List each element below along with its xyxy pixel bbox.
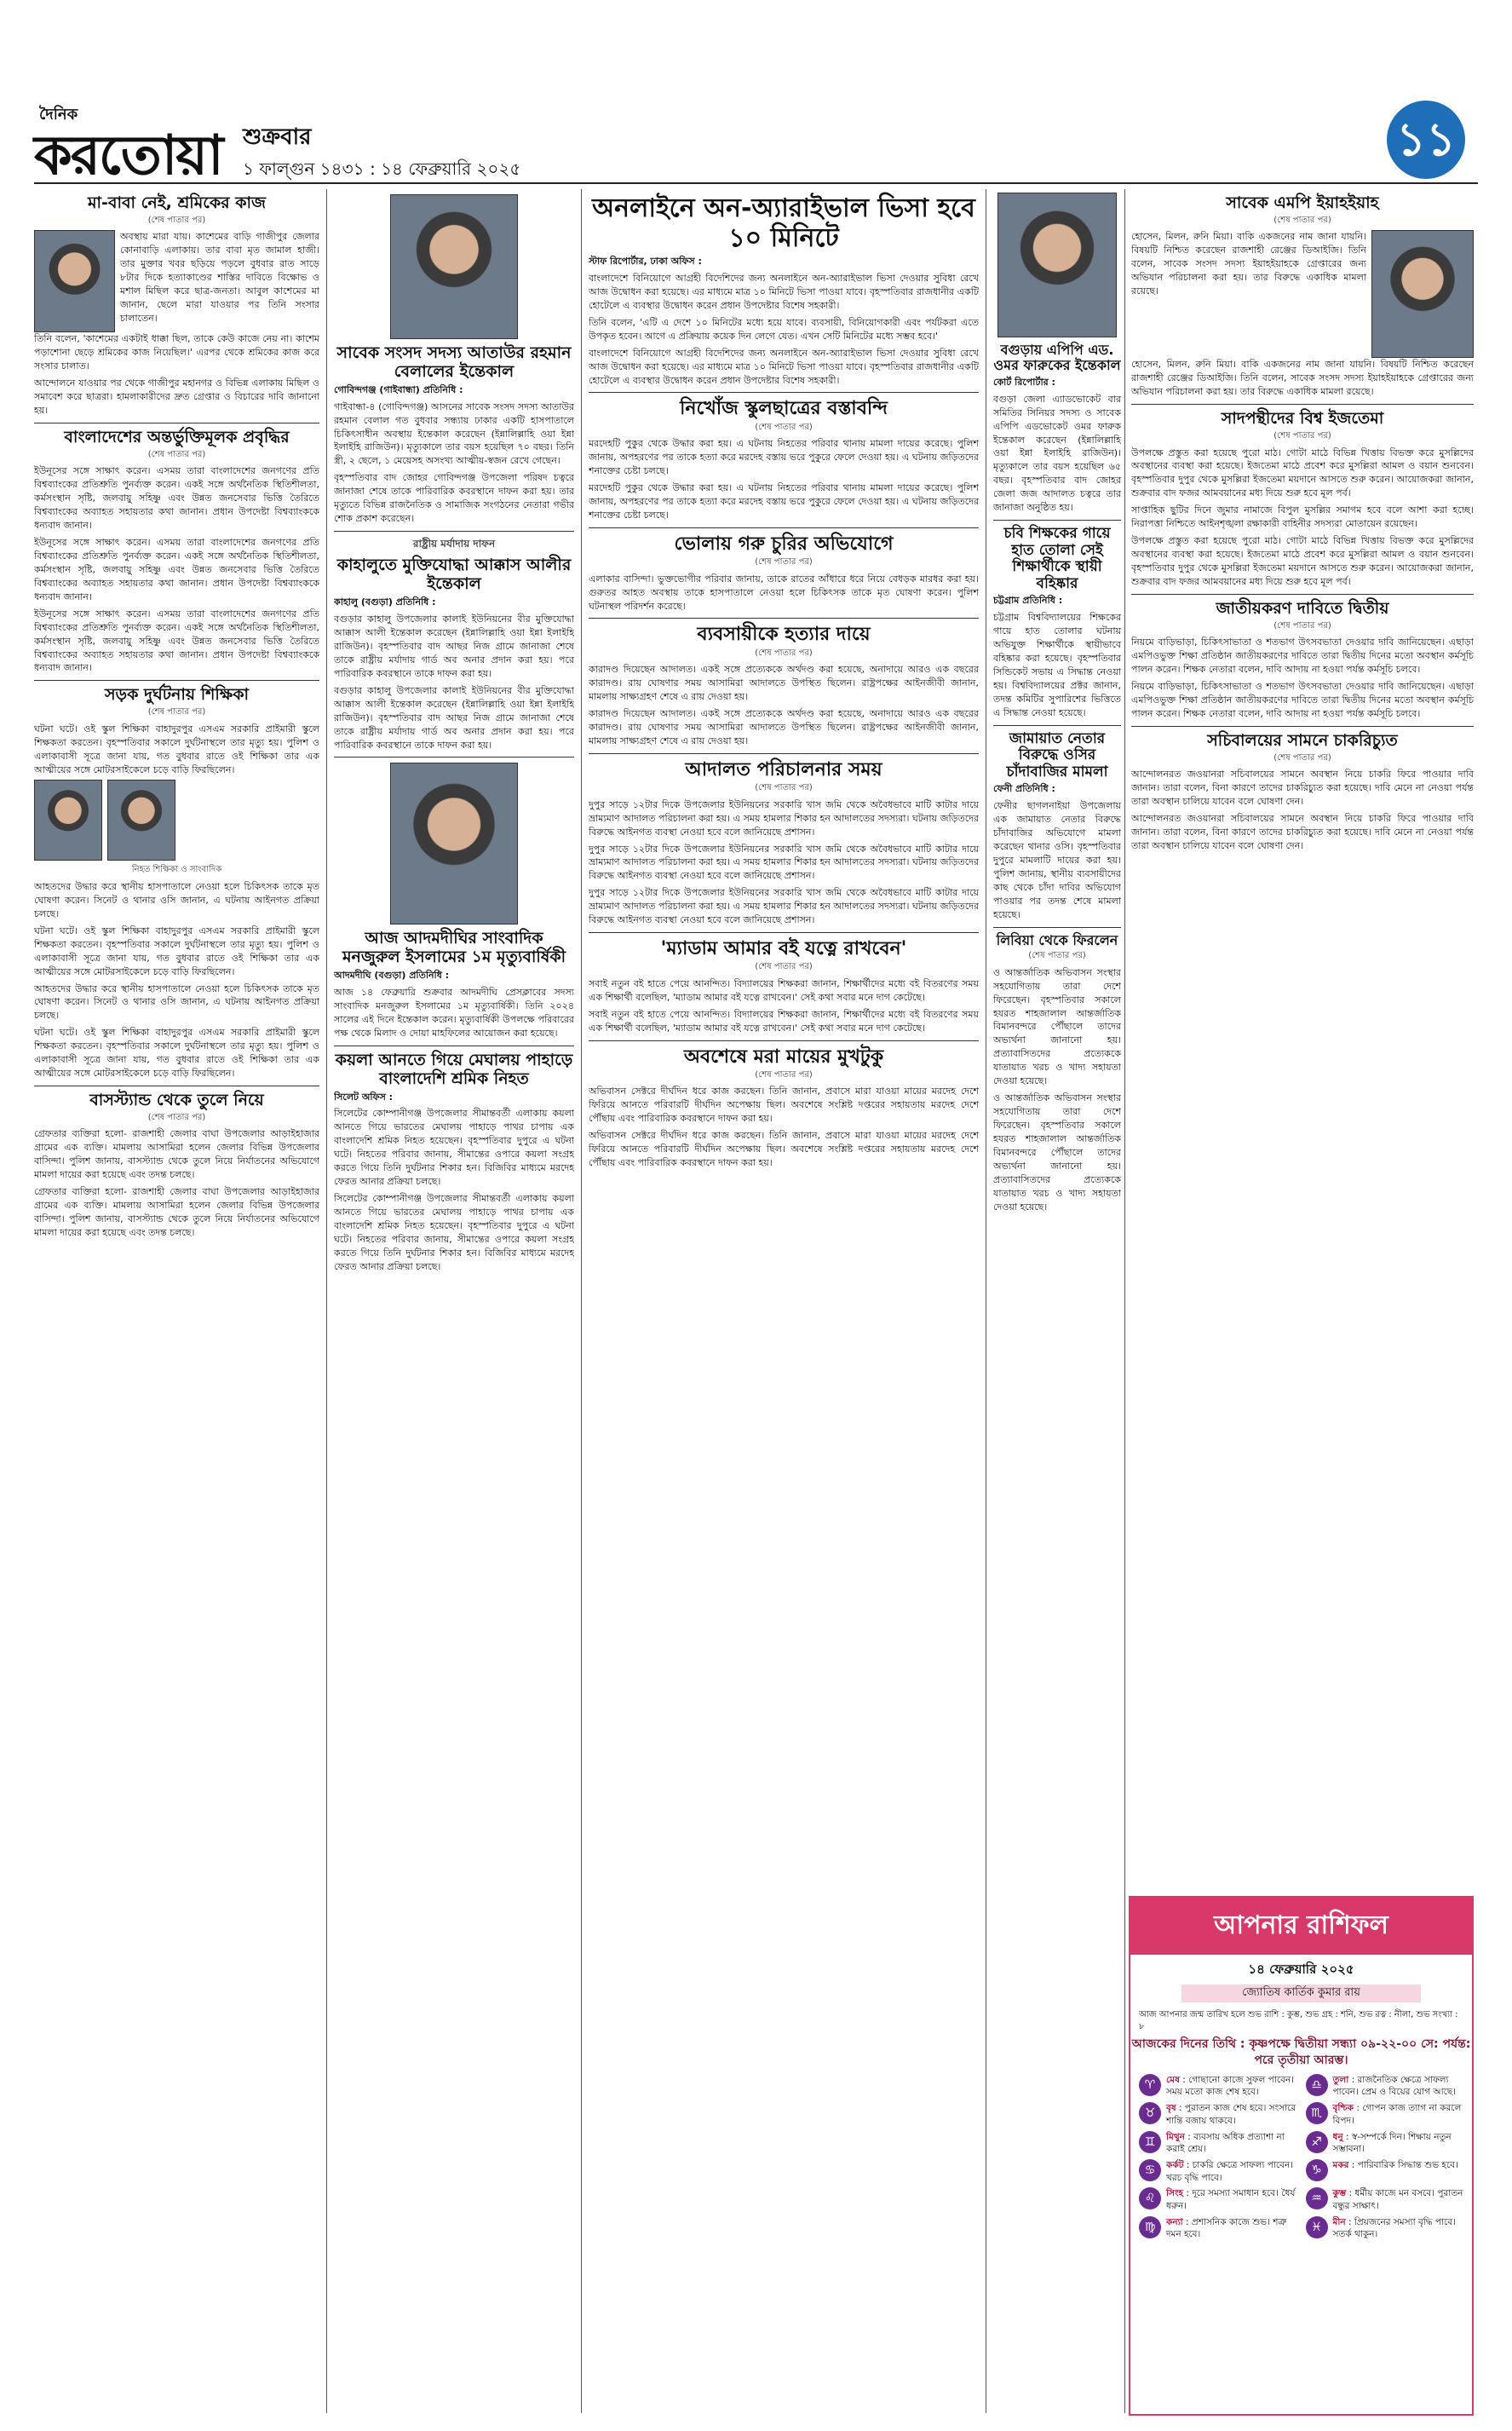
headline: কাহালুতে মুক্তিযোদ্ধা আক্কাস আলীর ইন্তেকাল	[336, 556, 572, 594]
article-paragraph: বগুড়া জেলা এ্যাডভোকেট বার সমিতির সিনিয়র সদস্য ও সাবেক এপিপি এডভোকেট ওমর ফারুক ইন্তেকাল করেছেন (ইন্নালিল্লাহি ওয়া ইন্না ইলাইহি রাজিউন)। মৃত্যুকালে তার বয়স হয়েছিল ৬৫ বছর। বৃহস্পতিবার বাদ জোহর জেলা জজ আদালত চত্বরে তার জানাজা অনুষ্ঠিত হয়।	[993, 393, 1121, 514]
article-paragraph: ঘটনা ঘটে। ওই স্কুল শিক্ষিকা বাহাদুরপুর এসএম সরকারি প্রাইমারী স্কুলে শিক্ষকতা করতেন। বৃহস্পতিবার সকালে দুর্ঘটনাস্থলে তার মৃত্যু হয়। পুলিশ ও এলাকাবাসী সূত্রে জানা যায়, গত বুধবার রাতে ওই শিক্ষিকা তার এক আত্মীয়ের সঙ্গে মোটরসাইকেলে চড়ে বাড়ি ফিরছিলেন।	[34, 1027, 319, 1080]
article-paragraph: কারাদণ্ড দিয়েছেন আদালত। একই সঙ্গে প্রত্যেককে অর্থদণ্ড করা হয়েছে, অনাদায়ে আরও এক বছরের কারাদণ্ড। রায় ঘোষণার সময় আসামিরা আদালতে উপস্থিত ছিলেন। রাষ্ট্রপক্ষের আইনজীবী জানান, মামলায় সাক্ষ্যগ্রহণ শেষে এ রায় দেওয়া হয়।	[589, 664, 979, 703]
byline: কোর্ট রিপোর্টার :	[993, 376, 1055, 388]
continuation-note: (শেষ পাতার পর)	[755, 1069, 813, 1080]
zodiac-icon: ♒	[1306, 2187, 1328, 2209]
headline: সাবেক সংসদ সদস্য আতাউর রহমান বেলালের ইন্তেকাল	[336, 343, 572, 381]
headline: জামায়াত নেতার বিরুদ্ধে ওসির চাঁদাবাজির মামলা	[1006, 729, 1108, 781]
article-paragraph: কারাদণ্ড দিয়েছেন আদালত। একই সঙ্গে প্রত্যেককে অর্থদণ্ড করা হয়েছে, অনাদায়ে আরও এক বছরের কারাদণ্ড। রায় ঘোষণার সময় আসামিরা আদালতে উপস্থিত ছিলেন। রাষ্ট্রপক্ষের আইনজীবী জানান, মামলায় সাক্ষ্যগ্রহণ শেষে এ রায় দেওয়া হয়।	[589, 708, 979, 746]
continuation-note: (শেষ পাতার পর)	[1273, 431, 1331, 441]
zodiac-item: ♋ কর্কট : চাকরি ক্ষেত্রে সাফল্য পাবেন। খরচ বৃদ্ধি পাবে।	[1139, 2159, 1297, 2184]
headline: ভোলায় গরু চুরির অভিযোগে	[674, 533, 894, 555]
byline: চট্টগ্রাম প্রতিনিধি :	[993, 595, 1063, 607]
zodiac-item: ♈ মেষ : গোছানো কাজে সুফল পাবেন। সময় মতো কাজ শেষ হবে।	[1139, 2074, 1297, 2099]
headline: বগুড়ায় এপিপি এড. ওমর ফারুকের ইন্তেকাল	[993, 342, 1121, 374]
zodiac-icon: ♎	[1306, 2074, 1328, 2096]
issue-day: শুক্রবার	[243, 124, 312, 150]
zodiac-icon: ♋	[1139, 2159, 1161, 2181]
continuation-note: (শেষ পাতার পর)	[755, 648, 813, 658]
continuation-note: (শেষ পাতার পর)	[1273, 620, 1331, 631]
photo-portrait	[390, 763, 518, 925]
article-paragraph: আহতদের উদ্ধার করে স্থানীয় হাসপাতালে নেওয়া হলে চিকিৎসক তাকে মৃত ঘোষণা করেন। সিনেট ও থানার ওসি জানান, এ ঘটনায় আইনগত প্রক্রিয়া চলছে।	[34, 982, 319, 1022]
zodiac-item: ♓ মীন : প্রিয়জনের সমস্যা বৃদ্ধি পাবে। সতর্ক থাকুন।	[1306, 2216, 1464, 2241]
divider	[589, 1040, 979, 1041]
zodiac-name: কন্যা	[1166, 2216, 1183, 2227]
horoscope-intro: আজ আপনার জন্ম তারিখ হলে শুভ রাশি : কুম্ভ, শুভ গ্রহ : শনি, শুভ রত্ন : নীলা, শুভ সংখ্যা : ৮	[1139, 2010, 1458, 2031]
zodiac-name: কর্কট	[1166, 2159, 1184, 2170]
headline: সচিবালয়ের সামনে চাকরিচ্যুত	[1207, 730, 1398, 750]
zodiac-name: মীন	[1332, 2216, 1346, 2227]
photo-portrait	[997, 193, 1117, 337]
headline: নিখোঁজ স্কুলছাত্রের বস্তাবন্দি	[680, 398, 888, 420]
article-paragraph: দুপুর সাড়ে ১২টার দিকে উপজেলার ইউনিয়নের সরকারি খাস জমি থেকে অবৈধভাবে মাটি কাটার দায়ে ভ্রাম্যমাণ আদালত পরিচালনা করা হয়। এ সময় হামলার শিকার হন আদালতের সদস্যরা। ঘটনায় জড়িতদের বিরুদ্ধে আইনগত ব্যবস্থা নেওয়া হবে বলে জানিয়েছে প্রশাসন।	[589, 843, 979, 882]
article-paragraph: অবস্থায় মারা যায়। কাশেমের বাড়ি গাজীপুর জেলার কোনাবাড়ি এলাকায়। তার বাবা মৃত জামাল হাজী। তার মুক্তার খবর ছড়িয়ে পড়লে বুধবার রাত সাড়ে ৮টার দিকে হত্যাকাণ্ডের শাস্তির দাবিতে বিক্ষোভ ও মশাল মিছিল করে ছাত্র-জনতা। আবুল কাশেমের মা জানান, ছেলে মারা যাওয়ার পর তিনি সংসার চালাতেন।	[120, 231, 319, 324]
zodiac-item: ♐ ধনু : স্ব-সম্পর্কে দিন। শিক্ষায় নতুন সম্ভাবনা।	[1306, 2131, 1464, 2156]
page-number-badge: ১১	[1387, 101, 1465, 179]
article-paragraph: দুপুর সাড়ে ১২টার দিকে উপজেলার ইউনিয়নের সরকারি খাস জমি থেকে অবৈধভাবে মাটি কাটার দায়ে ভ্রাম্যমাণ আদালত পরিচালনা করা হয়। এ সময় হামলার শিকার হন আদালতের সদস্যরা। ঘটনায় জড়িতদের বিরুদ্ধে আইনগত ব্যবস্থা নেওয়া হবে বলে জানিয়েছে প্রশাসন।	[589, 887, 979, 926]
article-paragraph: উপলক্ষে প্রস্তুত করা হয়েছে পুরো মাঠ। গোটা মাঠে বিভিন্ন খিত্তায় বিভক্ত করে মুসল্লিদের অবস্থানের ব্যবস্থা করা হয়েছে। ইজতেমা মাঠে প্রবেশ করে মুসল্লিরা আমল ও বয়ান শুনবেন। বৃহস্পতিবার দুপুর থেকে মুসল্লিরা ইজতেমা ময়দানে আসতে শুরু করেন। আয়োজকরা জানান, শুক্রবার বাদ ফজর আমবয়ানের মধ্য দিয়ে শুরু হবে মূল পর্ব।	[1131, 535, 1474, 587]
article-paragraph: মরদেহটি পুকুর থেকে উদ্ধার করা হয়। এ ঘটনায় নিহতের পরিবার থানায় মামলা দায়ের করেছে। পুলিশ জানায়, অপহরণের পর তাকে হত্যা করে মরদেহ বস্তায় ভরে পুকুরে ফেলে দেওয়া হয়। এ ঘটনায় জড়িতদের শনাক্তের চেষ্টা চলছে।	[589, 438, 979, 477]
article-paragraph: বাংলাদেশে বিনিয়োগে আগ্রহী বিদেশিদের জন্য অনলাইনে অন-অ্যারাইভাল ভিসা দেওয়ার সুবিধা রেখে আজ উদ্বোধন করা হয়েছে। এর মাধ্যমে মাত্র ১০ মিনিটে ভিসা পাওয়া যাবে। বৃহস্পতিবার রাজধানীর একটি হোটেলে এ ব্যবস্থার উদ্বোধন করেন প্রধান উপদেষ্টার বিশেষ সহকারী।	[589, 347, 979, 386]
divider	[589, 753, 979, 754]
divider	[1131, 726, 1474, 727]
zodiac-name: কুম্ভ	[1332, 2188, 1347, 2199]
article-paragraph: সবাই নতুন বই হাতে পেয়ে আনন্দিত। বিদ্যালয়ের শিক্ষকরা জানান, শিক্ষার্থীদের মধ্যে বই বিতরণের সময় এক শিক্ষার্থী বলেছিল, 'ম্যাডাম আমার বই যত্নে রাখবেন।' সেই কথা সবার মনে দাগ কেটেছে।	[589, 977, 979, 1003]
photo-teacher	[34, 780, 102, 861]
zodiac-icon: ♓	[1306, 2216, 1328, 2238]
masthead-title: করতোয়া	[34, 124, 222, 187]
continuation-note: (শেষ পাতার পর)	[147, 707, 206, 717]
zodiac-icon: ♐	[1306, 2131, 1328, 2153]
article-paragraph: অভিবাসন সেক্টরে দীর্ঘদিন ধরে কাজ করছেন। তিনি জানান, প্রবাসে মারা যাওয়া মায়ের মরদেহ দেশে ফিরিয়ে আনতে পরিবারটি দীর্ঘদিন অপেক্ষায় ছিল। অবশেষে সংশ্লিষ্ট দপ্তরের সহায়তায় মরদেহ দেশে পৌঁছায় এবং পারিবারিক কবরস্থানে দাফন করা হয়।	[589, 1086, 979, 1125]
photo-portrait	[390, 194, 518, 339]
continuation-note: (শেষ পাতার পর)	[755, 557, 813, 567]
article-paragraph: গাইবান্ধা-৪ (গোবিন্দগঞ্জ) আসনের সাবেক সংসদ সদস্য আতাউর রহমান বেলাল গত বুধবার সন্ধ্যায় ঢাকার একটি হাসপাতালে চিকিৎসাধীন অবস্থায় ইন্তেকাল করেছেন (ইন্নালিল্লাহি ওয়া ইন্না ইলাইহি রাজিউন)। মৃত্যুকালে তার বয়স হয়েছিল ৭০ বছর। তিনি স্ত্রী, ২ ছেলে, ১ মেয়েসহ অসংখ্য আত্মীয়-স্বজন রেখে গেছেন।	[334, 400, 574, 467]
zodiac-text: প্রশাসনিক কাজে শুভ। শত্রু দমন হবে।	[1166, 2216, 1287, 2240]
zodiac-text: রাজনৈতিক ক্ষেত্রে সাফল্য পাবেন। প্রেম ও বিয়ের যোগ আছে।	[1332, 2074, 1456, 2098]
zodiac-item: ♉ বৃষ : পুরাতন কাজ শেষ হবে। সংসারে শান্তি বজায় থাকবে।	[1139, 2102, 1297, 2127]
zodiac-name: তুলা	[1332, 2074, 1349, 2085]
zodiac-item: ♑ মকর : পারিবারিক সিদ্ধান্ত শুভ হবে।	[1306, 2159, 1464, 2184]
continuation-note: (শেষ পাতার পর)	[147, 215, 206, 225]
article-paragraph: আহতদের উদ্ধার করে স্থানীয় হাসপাতালে নেওয়া হলে চিকিৎসক তাকে মৃত ঘোষণা করেন। সিনেট ও থানার ওসি জানান, এ ঘটনায় আইনগত প্রক্রিয়া চলছে।	[34, 880, 319, 919]
headline: সাদপন্থীদের বিশ্ব ইজতেমা	[1221, 409, 1384, 429]
article-paragraph: ঘটনা ঘটে। ওই স্কুল শিক্ষিকা বাহাদুরপুর এসএম সরকারি প্রাইমারী স্কুলে শিক্ষকতা করতেন। বৃহস্পতিবার সকালে দুর্ঘটনাস্থলে তার মৃত্যু হয়। পুলিশ ও এলাকাবাসী সূত্রে জানা যায়, গত বুধবার রাতে ওই শিক্ষিকা তার এক আত্মীয়ের সঙ্গে মোটরসাইকেলে চড়ে বাড়ি ফিরছিলেন।	[34, 723, 319, 775]
column-separator	[326, 189, 327, 2413]
headline: 'ম্যাডাম আমার বই যত্নে রাখবেন'	[660, 938, 907, 960]
masthead-logo	[34, 102, 222, 187]
article-paragraph: নিয়মে বাড়িভাড়া, চিকিৎসাভাতা ও শতভাগ উৎসবভাতা দেওয়ার দাবি জানিয়েছেন। এছাড়া এমপিওভুক্ত শিক্ষা প্রতিষ্ঠান জাতীয়করণের দাবিতে তারা দ্বিতীয় দিনের মতো অবস্থান কর্মসূচি পালন করেন। শিক্ষক নেতারা বলেন, দাবি আদায় না হওয়া পর্যন্ত কর্মসূচি চলবে।	[1131, 681, 1474, 719]
masthead-small: দৈনিক	[39, 106, 78, 124]
column-2	[334, 189, 574, 2413]
article-paragraph: বৃহস্পতিবার বাদ জোহর গোবিন্দগঞ্জ উপজেলা পরিষদ চত্বরে জানাজা শেষে তাকে পারিবারিক কবরস্থানে দাফন করা হয়। তার মৃত্যুতে বিভিন্ন রাজনৈতিক ও সামাজিক সংগঠনের নেতারা গভীর শোক প্রকাশ করেছেন।	[334, 472, 574, 525]
column-5	[1131, 189, 1474, 1885]
zodiac-icon: ♊	[1139, 2131, 1161, 2153]
divider	[334, 531, 574, 532]
byline: স্টাফ রিপোর্টার, ঢাকা অফিস :	[589, 256, 702, 267]
lead-headline: অনলাইনে অন-অ্যারাইভাল ভিসা হবে ১০ মিনিটে	[592, 193, 975, 253]
divider	[34, 680, 319, 681]
column-separator	[581, 189, 582, 2413]
headline: চবি শিক্ষকের গায়ে হাত তোলা সেই শিক্ষার্থীকে স্থায়ী বহিষ্কার	[1003, 525, 1111, 592]
zodiac-name: সিংহ	[1166, 2188, 1183, 2199]
divider	[334, 757, 574, 758]
article-paragraph: বগুড়ার কাহালু উপজেলার কালাই ইউনিয়নের বীর মুক্তিযোদ্ধা আক্কাস আলী ইন্তেকাল করেছেন (ইন্নালিল্লাহি ওয়া ইন্না ইলাইহি রাজিউন)। বৃহস্পতিবার বাদ আছর নিজ গ্রামে জানাজা শেষে তাকে রাষ্ট্রীয় মর্যাদায় গার্ড অব অনার প্রদান করা হয়। পরে পারিবারিক কবরস্থানে তাকে দাফন করা হয়।	[334, 614, 574, 679]
headline: অবশেষে মরা মায়ের মুখটুকু	[683, 1046, 884, 1068]
continuation-note: (শেষ পাতার পর)	[755, 422, 813, 432]
article-paragraph: সিলেটের কোম্পানীগঞ্জ উপজেলার সীমান্তবর্তী এলাকায় কয়লা আনতে গিয়ে ভারতের মেঘালয় পাহাড়ে পাথর চাপায় এক বাংলাদেশি শ্রমিক নিহত হয়েছেন। বৃহস্পতিবার দুপুরে এ ঘটনা ঘটে। নিহতের পরিবার জানায়, সীমান্তের ওপারে কয়লা সংগ্রহ করতে গিয়ে তিনি দুর্ঘটনার শিকার হন। বিজিবির মাধ্যমে মরদেহ ফেরত আনার প্রক্রিয়া চলছে।	[334, 1108, 574, 1188]
article-paragraph: তিনি বলেন, 'কাশেমের একটাই ধাক্কা ছিল, তাকে কেউ কাজে নেয় না। কাশেম পড়াশোনা ছেড়ে শ্রমিকের কাজ নিয়েছিল।' এরপর থেকে শ্রমিকের কাজ করে সংসার চালাত।	[34, 333, 319, 372]
masthead-divider	[34, 182, 1478, 184]
zodiac-item: ♎ তুলা : রাজনৈতিক ক্ষেত্রে সাফল্য পাবেন। প্রেম ও বিয়ের যোগ আছে।	[1306, 2074, 1464, 2099]
article-paragraph: হোসেন, মিলন, রুনি মিয়া। বাকি একজনের নাম জানা যায়নি। বিষয়টি নিশ্চিত করেছেন রাজশাহী রেঞ্জের ডিআইজি। তিনি বলেন, সাবেক সংসদ সদস্য ইয়াহইয়াহকে গ্রেপ্তারের জন্য অভিযান পরিচালনা করা হয়। তার বিরুদ্ধে একাধিক মামলা রয়েছে।	[1131, 359, 1474, 398]
photo-portrait	[1371, 230, 1474, 358]
zodiac-icon: ♌	[1139, 2187, 1161, 2209]
article-paragraph: উপলক্ষে প্রস্তুত করা হয়েছে পুরো মাঠ। গোটা মাঠে বিভিন্ন খিত্তায় বিভক্ত করে মুসল্লিদের অবস্থানের ব্যবস্থা করা হয়েছে। ইজতেমা মাঠে প্রবেশ করে মুসল্লিরা আমল ও বয়ান শুনবেন। বৃহস্পতিবার দুপুর থেকে মুসল্লিরা ইজতেমা ময়দানে আসতে শুরু করেন। আয়োজকরা জানান, শুক্রবার বাদ ফজর আমবয়ানের মধ্য দিয়ে শুরু হবে মূল পর্ব।	[1131, 446, 1474, 499]
article-paragraph: ও আন্তর্জাতিক অভিবাসন সংস্থার সহযোগিতায় তারা দেশে ফিরেছেন। বৃহস্পতিবার সকালে হযরত শাহজালাল আন্তর্জাতিক বিমানবন্দরে পৌঁছালে তাদের অভ্যর্থনা জানানো হয়। প্রত্যাবাসিতদের প্রত্যেককে যাতায়াত খরচ ও খাদ্য সহায়তা দেওয়া হয়েছে।	[993, 966, 1121, 1087]
article-paragraph: আন্দোলনে যাওয়ার পর থেকে গাজীপুর মহানগর ও বিভিন্ন এলাকায় মিছিল ও সমাবেশ করে ছাত্ররা। হামলাকারীদের দ্রুত গ্রেপ্তার ও বিচারের দাবি জানানো হয়।	[34, 377, 319, 417]
byline: গোবিন্দগঞ্জ (গাইবান্ধা) প্রতিনিধি :	[334, 383, 463, 395]
divider	[589, 618, 979, 619]
headline: মা-বাবা নেই, শ্রমিকের কাজ	[87, 193, 267, 212]
column-separator	[1124, 189, 1125, 2413]
article-paragraph: সাপ্তাহিক ছুটির দিনে জুমার নামাজে বিপুল মুসল্লির সমাগম হবে বলে আশা করা হচ্ছে। নিরাপত্তা নিশ্চিতে আইনশৃঙ্খলা রক্ষাকারী বাহিনীর সদস্যরা মোতায়েন রয়েছেন।	[1131, 504, 1474, 530]
zodiac-text: পারিবারিক সিদ্ধান্ত শুভ হবে।	[1357, 2159, 1458, 2170]
article-paragraph: ঘটনা ঘটে। ওই স্কুল শিক্ষিকা বাহাদুরপুর এসএম সরকারি প্রাইমারী স্কুলে শিক্ষকতা করতেন। বৃহস্পতিবার সকালে দুর্ঘটনাস্থলে তার মৃত্যু হয়। পুলিশ ও এলাকাবাসী সূত্রে জানা যায়, গত বুধবার রাতে ওই শিক্ষিকা তার এক আত্মীয়ের সঙ্গে মোটরসাইকেলে চড়ে বাড়ি ফিরছিলেন।	[34, 925, 319, 977]
article-paragraph: গ্রেফতার ব্যক্তিরা হলো- রাজশাহী জেলার বাঘা উপজেলার আড়াইহাজার গ্রামের এক ব্যক্তি। মামলায় আসামিরা হলেন জেলার বিভিন্ন উপজেলার বাসিন্দা। পুলিশ জানায়, বাসস্ট্যান্ড থেকে তুলে নিয়ে নির্যাতনের অভিযোগে মামলা দায়ের করা হয়েছে এবং তদন্ত চলছে।	[34, 1186, 319, 1238]
divider	[589, 392, 979, 393]
horoscope-author: জ্যোতিষ কার্তিক কুমার রায়	[1181, 1985, 1421, 2002]
divider	[1131, 594, 1474, 595]
article-paragraph: সবাই নতুন বই হাতে পেয়ে আনন্দিত। বিদ্যালয়ের শিক্ষকরা জানান, শিক্ষার্থীদের মধ্যে বই বিতরণের সময় এক শিক্ষার্থী বলেছিল, 'ম্যাডাম আমার বই যত্নে রাখবেন।' সেই কথা সবার মনে দাগ কেটেছে।	[589, 1008, 979, 1034]
article-paragraph: আজ ১৪ ফেব্রুয়ারি শুক্রবার আদমদীঘি প্রেসক্লাবের সদস্য সাংবাদিক মনজুরুল ইসলামের ১ম মৃত্যুবার্ষিকী। তিনি ২০২৪ সালের এই দিনে ইন্তেকাল করেন। মৃত্যুবার্ষিকী উপলক্ষে পরিবারের পক্ষ থেকে মিলাদ ও দোয়া মাহফিলের আয়োজন করা হয়েছে।	[334, 987, 574, 1039]
continuation-note: (শেষ পাতার পর)	[755, 783, 813, 793]
column-4	[993, 189, 1121, 2413]
article-paragraph: ও আন্তর্জাতিক অভিবাসন সংস্থার সহযোগিতায় তারা দেশে ফিরেছেন। বৃহস্পতিবার সকালে হযরত শাহজালাল আন্তর্জাতিক বিমানবন্দরে পৌঁছালে তাদের অভ্যর্থনা জানানো হয়। প্রত্যাবাসিতদের প্রত্যেককে যাতায়াত খরচ ও খাদ্য সহায়তা দেওয়া হয়েছে।	[993, 1092, 1121, 1213]
zodiac-text: গোছানো কাজে সুফল পাবেন। সময় মতো কাজ শেষ হবে।	[1166, 2074, 1294, 2098]
photo-caption: নিহত শিক্ষিকা ও সাংবাদিক	[131, 865, 222, 875]
zodiac-text: ধর্মীয় কাজে মন বসবে। পুরাতন বন্ধুর সাক্ষাৎ।	[1332, 2188, 1463, 2211]
zodiac-item: ♌ সিংহ : দূরে সমস্যা সমাধান হবে। ধৈর্য ধরুন।	[1139, 2187, 1297, 2212]
divider	[1131, 404, 1474, 405]
article-paragraph: ইউনূসের সঙ্গে সাক্ষাৎ করেন। এসময় তারা বাংলাদেশের জনগণের প্রতি বিশ্বব্যাংকের প্রতিশ্রুতি পুনর্ব্যক্ত করেন। একই সঙ্গে অর্থনৈতিক স্থিতিশীলতা, কর্মসংস্থান সৃষ্টি, জলবায়ু সহিষ্ণু এবং উন্নত জনসেবার ভিত্তি তৈরিতে বিশ্বব্যাংকের অব্যাহত সহায়তার কথা জানান। প্রধান উপদেষ্টা বিশ্বব্যাংককে ধন্যবাদ জানান।	[34, 465, 319, 532]
article-paragraph: হোসেন, মিলন, রুনি মিয়া। বাকি একজনের নাম জানা যায়নি। বিষয়টি নিশ্চিত করেছেন রাজশাহী রেঞ্জের ডিআইজি। তিনি বলেন, সাবেক সংসদ সদস্য ইয়াহইয়াহকে গ্রেপ্তারের জন্য অভিযান পরিচালনা করা হয়। তার বিরুদ্ধে একাধিক মামলা রয়েছে।	[1131, 231, 1366, 297]
headline: সড়ক দুর্ঘটনায় শিক্ষিকা	[104, 685, 250, 705]
article-paragraph: বগুড়ার কাহালু উপজেলার কালাই ইউনিয়নের বীর মুক্তিযোদ্ধা আক্কাস আলী ইন্তেকাল করেছেন (ইন্নালিল্লাহি ওয়া ইন্না ইলাইহি রাজিউন)। বৃহস্পতিবার বাদ আছর নিজ গ্রামে জানাজা শেষে তাকে রাষ্ট্রীয় মর্যাদায় গার্ড অব অনার প্রদান করা হয়। পরে পারিবারিক কবরস্থানে তাকে দাফন করা হয়।	[334, 684, 574, 751]
horoscope-title: আপনার রাশিফল	[1130, 1898, 1472, 1955]
article-paragraph: গ্রেফতার ব্যক্তিরা হলো- রাজশাহী জেলার বাঘা উপজেলার আড়াইহাজার গ্রামের এক ব্যক্তি। মামলায় আসামিরা হলেন জেলার বিভিন্ন উপজেলার বাসিন্দা। পুলিশ জানায়, বাসস্ট্যান্ড থেকে তুলে নিয়ে নির্যাতনের অভিযোগে মামলা দায়ের করা হয়েছে এবং তদন্ত চলছে।	[34, 1128, 319, 1181]
photo-journalist	[107, 780, 175, 861]
article-paragraph: ফেনীর ছাগলনাইয়া উপজেলায় এক জামায়াত নেতার বিরুদ্ধে চাঁদাবাজির অভিযোগে মামলা করেছেন থানার ওসি। বৃহস্পতিবার দুপুরে মামলাটি দায়ের করা হয়। পুলিশ জানায়, স্থানীয় ব্যবসায়ীদের কাছ থেকে চাঁদা দাবির অভিযোগ পাওয়ার পর তদন্ত শেষে মামলা হয়েছে।	[993, 800, 1121, 920]
divider	[993, 725, 1121, 726]
continuation-note: (শেষ পাতার পর)	[1273, 215, 1331, 225]
continuation-note: (শেষ পাতার পর)	[1273, 752, 1331, 763]
zodiac-item: ♒ কুম্ভ : ধর্মীয় কাজে মন বসবে। পুরাতন বন্ধুর সাক্ষাৎ।	[1306, 2187, 1464, 2212]
column-1	[34, 189, 319, 2413]
article-paragraph: এলাকার বাসিন্দা। ভুক্তভোগীর পরিবার জানায়, তাকে রাতের আঁধারে ধরে নিয়ে বেধড়ক মারধর করা হয়। গুরুতর আহত অবস্থায় তাকে হাসপাতালে নেওয়া হলে চিকিৎসক তাকে মৃত ঘোষণা করেন। পুলিশ ঘটনাস্থল পরিদর্শন করেছে।	[589, 573, 979, 612]
headline: ব্যবসায়ীকে হত্যার দায়ে	[697, 624, 871, 646]
divider	[589, 527, 979, 528]
zodiac-name: মকর	[1332, 2159, 1349, 2170]
kicker: রাষ্ট্রীয় মর্যাদায় দাফন	[412, 538, 496, 550]
article-paragraph: ইউনূসের সঙ্গে সাক্ষাৎ করেন। এসময় তারা বাংলাদেশের জনগণের প্রতি বিশ্বব্যাংকের প্রতিশ্রুতি পুনর্ব্যক্ত করেন। একই সঙ্গে অর্থনৈতিক স্থিতিশীলতা, কর্মসংস্থান সৃষ্টি, জলবায়ু সহিষ্ণু এবং উন্নত জনসেবার ভিত্তি তৈরিতে বিশ্বব্যাংকের অব্যাহত সহায়তার কথা জানান। প্রধান উপদেষ্টা বিশ্বব্যাংককে ধন্যবাদ জানান।	[34, 608, 319, 674]
photo-portrait	[34, 230, 115, 332]
zodiac-text: প্রিয়জনের সমস্যা বৃদ্ধি পাবে। সতর্ক থাকুন।	[1332, 2216, 1456, 2240]
article-paragraph: অভিবাসন সেক্টরে দীর্ঘদিন ধরে কাজ করছেন। তিনি জানান, প্রবাসে মারা যাওয়া মায়ের মরদেহ দেশে ফিরিয়ে আনতে পরিবারটি দীর্ঘদিন অপেক্ষায় ছিল। অবশেষে সংশ্লিষ্ট দপ্তরের সহায়তায় মরদেহ দেশে পৌঁছায় এবং পারিবারিক কবরস্থানে দাফন করা হয়।	[589, 1130, 979, 1169]
divider	[589, 932, 979, 933]
zodiac-text: চাকরি ক্ষেত্রে সাফল্য পাবেন। খরচ বৃদ্ধি পাবে।	[1166, 2159, 1293, 2183]
divider	[993, 520, 1121, 521]
article-paragraph: নিয়মে বাড়িভাড়া, চিকিৎসাভাতা ও শতভাগ উৎসবভাতা দেওয়ার দাবি জানিয়েছেন। এছাড়া এমপিওভুক্ত শিক্ষা প্রতিষ্ঠান জাতীয়করণের দাবিতে তারা দ্বিতীয় দিনের মতো অবস্থান কর্মসূচি পালন করেন। শিক্ষক নেতারা বলেন, দাবি আদায় না হওয়া পর্যন্ত কর্মসূচি চলবে।	[1131, 637, 1474, 676]
horoscope-box	[1129, 1896, 1474, 2416]
horoscope-date: ১৪ ফেব্রুয়ারি ২০২৫	[1248, 1962, 1354, 1977]
zodiac-text: ব্যবসায় অধিক প্রত্যাশা না করাই শ্রেয়।	[1166, 2131, 1285, 2155]
continuation-note: (শেষ পাতার পর)	[147, 449, 206, 459]
headline: লিবিয়া থেকে ফিরলেন	[996, 931, 1118, 948]
zodiac-text: স্ব-সম্পর্কে দিন। শিক্ষায় নতুন সম্ভাবনা।	[1332, 2131, 1452, 2155]
zodiac-icon: ♍	[1139, 2216, 1161, 2238]
zodiac-icon: ♑	[1306, 2159, 1328, 2181]
article-paragraph: বাংলাদেশে বিনিয়োগে আগ্রহী বিদেশিদের জন্য অনলাইনে অন-অ্যারাইভাল ভিসা দেওয়ার সুবিধা রেখে আজ উদ্বোধন করা হয়েছে। এর মাধ্যমে মাত্র ১০ মিনিটে ভিসা পাওয়া যাবে। বৃহস্পতিবার রাজধানীর একটি হোটেলে এ ব্যবস্থার উদ্বোধন করেন প্রধান উপদেষ্টার বিশেষ সহকারী।	[589, 272, 979, 311]
headline: আদালত পরিচালনার সময়	[685, 758, 882, 781]
zodiac-icon: ♈	[1139, 2074, 1161, 2096]
byline: সিলেট অফিস :	[334, 1091, 394, 1103]
column-3	[589, 189, 979, 2413]
zodiac-item: ♏ বৃশ্চিক : গোপন কাজ ত্যাগ না করলে বিপদ।	[1306, 2102, 1464, 2127]
zodiac-name: মেষ	[1166, 2074, 1180, 2085]
zodiac-name: ধনু	[1332, 2131, 1343, 2142]
byline: আদমদীঘি (বগুড়া) প্রতিনিধি :	[334, 970, 450, 982]
article-paragraph: মরদেহটি পুকুর থেকে উদ্ধার করা হয়। এ ঘটনায় নিহতের পরিবার থানায় মামলা দায়ের করেছে। পুলিশ জানায়, অপহরণের পর তাকে হত্যা করে মরদেহ বস্তায় ভরে পুকুরে ফেলে দেওয়া হয়। এ ঘটনায় জড়িতদের শনাক্তের চেষ্টা চলছে।	[589, 482, 979, 521]
headline: আজ আদমদীঘির সাংবাদিক মনজুরুল ইসলামের ১ম মৃত্যুবার্ষিকী	[342, 929, 566, 967]
article-paragraph: ইউনূসের সঙ্গে সাক্ষাৎ করেন। এসময় তারা বাংলাদেশের জনগণের প্রতি বিশ্বব্যাংকের প্রতিশ্রুতি পুনর্ব্যক্ত করেন। একই সঙ্গে অর্থনৈতিক স্থিতিশীলতা, কর্মসংস্থান সৃষ্টি, জলবায়ু সহিষ্ণু এবং উন্নত জনসেবার ভিত্তি তৈরিতে বিশ্বব্যাংকের অব্যাহত সহায়তার কথা জানান। প্রধান উপদেষ্টা বিশ্বব্যাংককে ধন্যবাদ জানান।	[34, 537, 319, 602]
zodiac-icon: ♉	[1139, 2102, 1161, 2124]
headline: সাবেক এমপি ইয়াহইয়াহ	[1226, 193, 1379, 212]
zodiac-grid	[1130, 2069, 1472, 2246]
headline: কয়লা আনতে গিয়ে মেঘালয় পাহাড়ে বাংলাদেশি শ্রমিক নিহত	[335, 1050, 573, 1088]
article-paragraph: তিনি বলেন, 'এটি এ দেশে ১০ মিনিটের মধ্যে হয়ে যাবে। ব্যবসায়ী, বিনিয়োগকারী এবং পর্যটকরা এতে উপকৃত হবেন। আগে এ প্রক্রিয়ায় কয়েক দিন লেগে যেত। এখন সেটি মিনিটের মধ্যে সম্ভব হবে।'	[589, 316, 979, 342]
zodiac-name: বৃষ	[1166, 2103, 1176, 2114]
headline: জাতীয়করণ দাবিতে দ্বিতীয়	[1216, 598, 1389, 618]
zodiac-name: মিথুন	[1166, 2131, 1185, 2142]
zodiac-icon: ♏	[1306, 2102, 1328, 2124]
byline: ফেনী প্রতিনিধি :	[993, 783, 1055, 795]
article-paragraph: চট্টগ্রাম বিশ্ববিদ্যালয়ের শিক্ষকের গায়ে হাত তোলার ঘটনায় অভিযুক্ত শিক্ষার্থীকে স্থায়ীভাবে বহিষ্কার করা হয়েছে। বৃহস্পতিবার সিন্ডিকেট সভায় এ সিদ্ধান্ত নেওয়া হয়। বিশ্ববিদ্যালয়ের প্রক্টর জানান, তদন্ত কমিটির সুপারিশের ভিত্তিতে এ সিদ্ধান্ত নেওয়া হয়েছে।	[993, 612, 1121, 718]
article-paragraph: আন্দোলনরত জওয়ানরা সচিবালয়ের সামনে অবস্থান নিয়ে চাকরি ফিরে পাওয়ার দাবি জানান। তারা বলেন, বিনা কারণে তাদের চাকরিচ্যুত করা হয়েছে। দাবি মেনে না নেওয়া পর্যন্ত তারা অবস্থান চালিয়ে যাবেন বলে ঘোষণা দেন।	[1131, 769, 1474, 808]
headline: বাসস্ট্যান্ড থেকে তুলে নিয়ে	[89, 1091, 264, 1110]
headline: বাংলাদেশের অন্তর্ভুক্তিমূলক প্রবৃদ্ধির	[64, 427, 290, 446]
zodiac-text: দূরে সমস্যা সমাধান হবে। ধৈর্য ধরুন।	[1166, 2188, 1296, 2211]
continuation-note: (শেষ পাতার পর)	[755, 962, 813, 972]
issue-date	[243, 119, 520, 185]
zodiac-text: পুরাতন কাজ শেষ হবে। সংসারে শান্তি বজায় থাকবে।	[1166, 2103, 1296, 2126]
continuation-note: (শেষ পাতার পর)	[1028, 951, 1086, 961]
continuation-note: (শেষ পাতার পর)	[147, 1112, 206, 1122]
divider	[993, 927, 1121, 928]
byline: কাহালু (বগুড়া) প্রতিনিধি :	[334, 596, 436, 608]
article-paragraph: দুপুর সাড়ে ১২টার দিকে উপজেলার ইউনিয়নের সরকারি খাস জমি থেকে অবৈধভাবে মাটি কাটার দায়ে ভ্রাম্যমাণ আদালত পরিচালনা করা হয়। এ সময় হামলার শিকার হন আদালতের সদস্যরা। ঘটনায় জড়িতদের বিরুদ্ধে আইনগত ব্যবস্থা নেওয়া হবে বলে জানিয়েছে প্রশাসন।	[589, 798, 979, 838]
article-paragraph: আন্দোলনরত জওয়ানরা সচিবালয়ের সামনে অবস্থান নিয়ে চাকরি ফিরে পাওয়ার দাবি জানান। তারা বলেন, বিনা কারণে তাদের চাকরিচ্যুত করা হয়েছে। দাবি মেনে না নেওয়া পর্যন্ত তারা অবস্থান চালিয়ে যাবেন বলে ঘোষণা দেন।	[1131, 813, 1474, 851]
zodiac-name: বৃশ্চিক	[1332, 2103, 1354, 2114]
article-paragraph: সিলেটের কোম্পানীগঞ্জ উপজেলার সীমান্তবর্তী এলাকায় কয়লা আনতে গিয়ে ভারতের মেঘালয় পাহাড়ে পাথর চাপায় এক বাংলাদেশি শ্রমিক নিহত হয়েছেন। বৃহস্পতিবার দুপুরে এ ঘটনা ঘটে। নিহতের পরিবার জানায়, সীমান্তের ওপারে কয়লা সংগ্রহ করতে গিয়ে তিনি দুর্ঘটনার শিকার হন। বিজিবির মাধ্যমে মরদেহ ফেরত আনার প্রক্রিয়া চলছে।	[334, 1193, 574, 1272]
issue-date-text: ১ ফাল্গুন ১৪৩১ : ১৪ ফেব্রুয়ারি ২০২৫	[243, 158, 521, 179]
horoscope-tithi: আজকের দিনের তিথি : কৃষ্ণপক্ষে দ্বিতীয়া সন্ধ্যা ০৯-২২-০০ সে: পর্যন্ত: পরে তৃতীয়া আরম্ভ।	[1131, 2037, 1471, 2067]
zodiac-item: ♍ কন্যা : প্রশাসনিক কাজে শুভ। শত্রু দমন হবে।	[1139, 2216, 1297, 2241]
zodiac-text: গোপন কাজ ত্যাগ না করলে বিপদ।	[1332, 2103, 1462, 2126]
zodiac-item: ♊ মিথুন : ব্যবসায় অধিক প্রত্যাশা না করাই শ্রেয়।	[1139, 2131, 1297, 2156]
